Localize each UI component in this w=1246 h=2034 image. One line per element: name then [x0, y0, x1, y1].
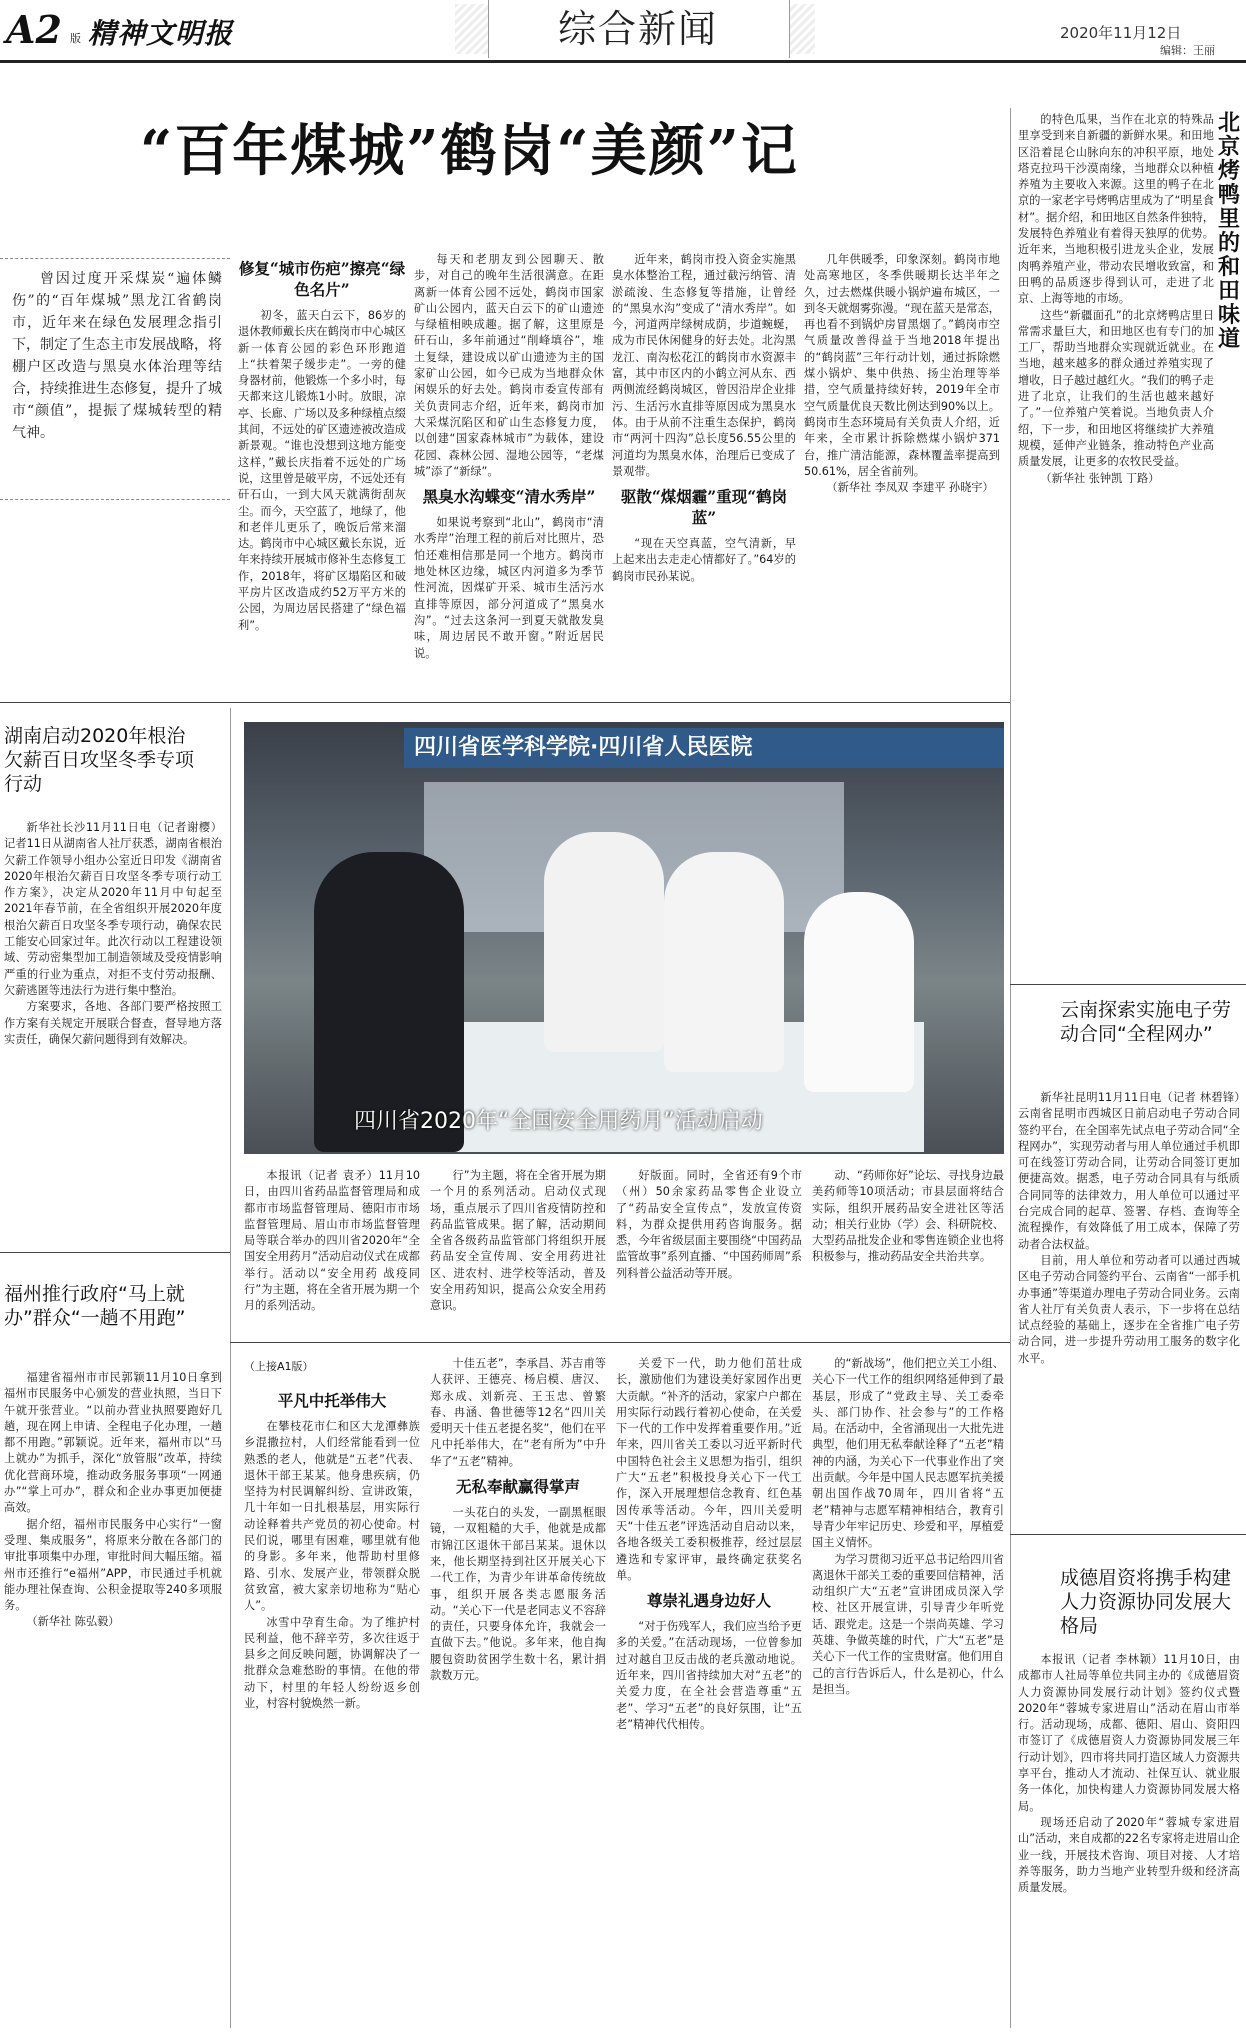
lead-col4-credit: （新华社 李凤双 李建平 孙晓宇） — [826, 481, 994, 495]
yunnan-para1: 新华社昆明11月11日电（记者 林碧锋）云南省昆明市西城区日前启动电子劳动合同签约平台，在全国率先试点电子劳动合同“全程网办”，实现劳动者与用人单位通过手机即可在线签订劳动合同，让劳动合同签订更加便捷高效。据悉，电子劳动合同具有与纸质合同同等的法律效力，用人单位可以通过平台完成合同的起草、签署、存档、查询等全流程操作，有效降低了用工成本，保障了劳动者合法权益。 — [1018, 1091, 1240, 1251]
bottom-subhead-2: 无私奉献赢得掌声 — [455, 1477, 580, 1497]
bottom-col1 — [244, 1384, 420, 2024]
bottom-col4 — [812, 1356, 1004, 2024]
right-divider — [1010, 108, 1011, 2028]
lead-col4 — [804, 252, 1000, 672]
side-right-rule — [1010, 984, 1246, 985]
photo-caption: 四川省2020年“全国安全用药月”活动启动 — [354, 1109, 763, 1134]
hunan-body — [4, 820, 222, 1240]
hunan-headline: 湖南启动2020年根治欠薪百日攻坚冬季专项行动 — [4, 725, 195, 795]
fuzhou-credit: （新华社 陈弘毅） — [26, 1615, 120, 1629]
drug-col3 — [616, 1168, 802, 1288]
yunnan-bottom-rule — [1010, 1534, 1246, 1535]
yunnan-headline: 云南探索实施电子劳动合同“全程网办” — [1060, 999, 1232, 1045]
side-vertical-title: 北京烤鸭里的和田味道 — [1218, 111, 1241, 352]
drug-bottom-rule — [230, 1342, 1010, 1343]
lead-bottom-rule — [0, 702, 1010, 703]
fuzhou-headline: 福州推行政府“马上就办”群众“一趟不用跑” — [4, 1283, 186, 1329]
page-header — [0, 0, 1246, 64]
hunan-para1: 新华社长沙11月11日电（记者谢樱）记者11日从湖南省人社厅获悉，湖南省根治欠薪工作领导小组办公室近日印发《湖南省2020年根治欠薪百日攻坚冬季专项行动工作方案》，决定从2020年11月中旬起至2021年春节前，在全省组织开展2020年度根治欠薪百日攻坚冬季专项行动，确保农民工能安心回家过年。此次行动以工程建设领域、劳动密集型加工制造领域及受疫情影响严重的行业为重点，对拒不支付劳动报酬、欠薪逃匿等违法行为进行集中整治。 — [4, 821, 222, 997]
lead-col2-text: 每天和老朋友到公园聊天、散步，对自己的晚年生活很满意。在距离新一体育公园不远处，鹤岗市国家矿山公园内，蓝天白云下的矿山遗迹与绿植相映成趣。据了解，这里原是矸石山，多年前通过“削峰填谷”，堆土复绿，建设成以矿山遗迹为主的国家矿山公园，如今已成为当地群众休闲娱乐的好去处。鹤岗市委宣传部有关负责同志介绍，近年来，鹤岗市加大采煤沉陷区和矿山生态修复力度，以创建“国家森林城市”为载体，建设花园、森林公园、湿地公园等，“老煤城”添了“新绿”。 — [414, 253, 604, 478]
photo-person-1 — [314, 852, 464, 1152]
issue-date: 2020年11月12日 — [1060, 24, 1182, 42]
page-number: A2 — [6, 7, 62, 52]
edition-label: 版 — [70, 32, 81, 45]
photo-person-3 — [664, 852, 784, 1072]
chengmei-para2: 现场还启动了2020年“蓉城专家进眉山”活动，来自成都的22名专家将走进眉山企业一线，开展技术咨询、项目对接、人才培养等服务，助力当地产业转型升级和经济高质量发展。 — [1018, 1815, 1240, 1895]
photo-banner: 四川省医学科学院·四川省人民医院 — [414, 735, 753, 760]
chengmei-headline: 成德眉资将携手构建人力资源协同发展大格局 — [1060, 1567, 1232, 1637]
lead-col3 — [612, 252, 796, 672]
lead-col3-text2: “现在天空真蓝，空气清新，早上起来出去走走心情都好了。”64岁的鹤岗市民孙某说。 — [612, 537, 796, 583]
header-rule — [0, 60, 1246, 63]
drug-col1 — [244, 1168, 420, 1313]
lead-col1 — [238, 252, 406, 672]
bottom-subhead-1: 平凡中托举伟大 — [277, 1391, 387, 1410]
photo-person-4 — [804, 892, 914, 1092]
bottom-col3-text: 关爱下一代，助力他们茁壮成长，激励他们为建设美好家园作出更大贡献。“补齐的活动，家家户户都在用实际行动践行着初心使命，在关爱下一代的工作中发挥着重要作用。”近年来，四川省关工委以习近平新时代中国特色社会主义思想为指引，组织广大“五老”积极投身关心下一代工作，深入开展理想信念教育、红色基因传承等活动。今年，四川关爱明天“十佳五老”评选活动自启动以来，各地各级关工委积极推荐，经过层层遴选和专家评审，最终确定获奖名单。 — [616, 1357, 802, 1582]
bottom-col2-text: 十佳五老”，李承昌、苏吉甫等人获评、王德亮、杨启模、唐汉、郑永成、刘新亮、王玉忠、曾繁春、冉涵、鲁世德等12名“四川关爱明天十佳五老提名奖”，他们在平凡中托举伟大，在“老有所为”中升华了“五老”精神。 — [430, 1357, 606, 1468]
section-title: 综合新闻 — [557, 7, 718, 51]
fuzhou-para1: 福建省福州市市民郭颖11月10日拿到福州市民服务中心颁发的营业执照，当日下午就开张营业。“以前办营业执照要跑好几趟，现在网上申请、全程电子化办理，一趟都不用跑。”郭颖说。近年来，福州市以“马上就办”为抓手，深化“放管服”改革，持续优化营商环境，推动政务服务事项“一网通办”“掌上可办”，群众和企业办事更加便捷高效。 — [4, 1371, 222, 1515]
bottom-col4-text: 的“新战场”，他们把立关工小组、关心下一代工作的组织网络延伸到了最基层，形成了“党政主导、关工委牵头、部门协作、社会参与”的工作格局。在活动中，全省涌现出一大批先进典型，他们用无私奉献诠释了“五老”精神的内涵，为关心下一代事业作出了突出贡献。今年是中国人民志愿军抗美援朝出国作战70周年，四川省将“五老”精神与志愿军精神相结合，教育引导青少年牢记历史、珍爱和平，厚植爱国主义情怀。 — [812, 1357, 1004, 1550]
bottom-col3 — [616, 1356, 802, 2024]
fuzhou-para2: 据介绍，福州市民服务中心实行“一窗受理、集成服务”，将原来分散在各部门的审批事项集中办理，审批时间大幅压缩。福州市还推行“e福州”APP，市民通过手机就能办理社保查询、公积金提取等240多项服务。 — [4, 1517, 222, 1613]
lead-headline: “百年煤城”鹤岗“美颜”记 — [140, 118, 799, 184]
lead-col1-text: 初冬，蓝天白云下，86岁的退休教师戴长庆在鹤岗市中心城区新一体育公园的彩色环形跑道上“扶着架子缓步走”。一旁的健身器材前，他锻炼一个多小时，每天都来这儿锻炼1小时。放眼，凉亭、长廊、广场以及多种绿植点缀其间，不远处的矿区遗迹被改造成新景观。“谁也没想到这地方能变这样，”戴长庆指着不远处的广场说，这里曾是破平房，不远处还有矸石山，一到大风天就满街刮灰尘。而今，天空蓝了，地绿了，他和老伴儿更乐了，晚饭后常来溜达。鹤岗市中心城区戴长东说，近年来持续开展城市修补生态修复工作，2018年，将矿区塌陷区和破平房片区改造成约52万平方米的公园，为周边居民搭建了“绿色福利”。 — [238, 309, 406, 632]
left-divider — [230, 708, 231, 2028]
paper-name: 精神文明报 — [88, 17, 234, 50]
bottom-col1-text2: 冰雪中孕育生命。为了维护村民利益，他不辞辛劳，多次往返于县乡之间反映问题，协调解决了一批群众急难愁盼的事情。在他的带动下，村里的年轻人纷纷返乡创业，村容村貌焕然一新。 — [244, 1615, 420, 1711]
lead-col3-text: 近年来，鹤岗市投入资金实施黑臭水体整治工程，通过截污纳管、清淤疏浚、生态修复等措施，让曾经的“黑臭水沟”变成了“清水秀岸”。如今，河道两岸绿树成荫，步道蜿蜒，成为市民休闲健身的好去处。北沟黑龙江、南沟松花江的鹤岗市水资源丰富，其中市区内的小鹤立河从东、西两侧流经鹤岗城区，曾因沿岸企业排污、生活污水直排等原因成为黑臭水体。由于从前不注重生态保护，鹤岗市“两河十四沟”总长度56.55公里的河道均为黑臭水体，治理后已变成了景观带。 — [612, 253, 796, 478]
yunnan-body — [1018, 1090, 1240, 1530]
lead-col2 — [414, 252, 604, 672]
news-photo — [244, 722, 1004, 1154]
editor-line: 编辑：王丽 — [1160, 44, 1215, 57]
chengmei-para1: 本报讯（记者 李林颖）11月10日，由成都市人社局等单位共同主办的《成德眉资人力资源协同发展行动计划》签约仪式暨2020年“蓉城专家进眉山”活动在眉山市举行。活动现场，成都、德阳、眉山、资阳四市签订了《成德眉资人力资源协同发展三年行动计划》，四市将共同打造区域人力资源共享平台，推动人才流动、社保互认、就业服务一体化，加快构建人力资源协同发展大格局。 — [1018, 1653, 1240, 1813]
bottom-col4-text2: 为学习贯彻习近平总书记给四川省离退休干部关工委的重要回信精神，活动组织广大“五老”宣讲团成员深入学校、社区开展宣讲，引导青少年听党话、跟党走。这是一个崇尚英雄、学习英雄、争做英雄的时代，广大“五老”是关心下一代工作的宝贵财富。他们用自己的言行告诉后人，什么是初心，什么是担当。 — [812, 1552, 1004, 1696]
fuzhou-body — [4, 1370, 222, 2020]
lead-subhead-2: 黑臭水沟蝶变“清水秀岸” — [422, 487, 596, 507]
bottom-col3-text2: “对于伤残军人，我们应当给予更多的关爱。”在活动现场，一位曾参加过对越自卫反击战的老兵激动地说。近年来，四川省持续加大对“五老”的关爱力度，在全社会营造尊重“五老”、学习“五老”的良好氛围，让“五老”精神代代相传。 — [616, 1620, 802, 1731]
side-right-para1: 的特色瓜果，当作在北京的特殊品里享受到来自新疆的新鲜水果。和田地区沿着昆仑山脉向东的冲积平原，地处塔克拉玛干沙漠南缘，当地群众以种植养殖为主要收入来源。这里的鸭子在北京的一家老字号烤鸭店里成为了“明星食材”。据介绍，和田地区自然条件独特，发展特色养殖业有着得天独厚的优势。近年来，当地积极引进龙头企业，发展肉鸭养殖产业，带动农民增收致富，和田鸭的品质逐步得到认可，走进了北京、上海等地的市场。 — [1018, 113, 1214, 306]
hunan-bottom-rule — [0, 1252, 230, 1253]
drug-col4 — [812, 1168, 1004, 1288]
bottom-col1-text: 在攀枝花市仁和区大龙潭彝族乡混撒拉村，人们经常能看到一位熟悉的老人，他就是“五老”代表、退休干部王某某。他身患疾病，仍坚持为村民调解纠纷、宣讲政策，几十年如一日扎根基层，用实际行动诠释着共产党员的初心使命。村民们说，哪里有困难，哪里就有他的身影。多年来，他帮助村里修路、引水、发展产业，带领群众脱贫致富，被大家亲切地称为“贴心人”。 — [244, 1420, 420, 1613]
bottom-col2 — [430, 1356, 606, 2024]
bottom-col2-text2: 一头花白的头发，一副黑框眼镜，一双粗糙的大手，他就是成都市锦江区退休干部吕某某。退休以来，他长期坚持到社区开展关心下一代工作，为青少年讲革命传统故事，组织开展各类志愿服务活动。“关心下一代是老同志义不容辞的责任，只要身体允许，我就会一直做下去。”他说。多年来，他自掏腰包资助贫困学生数十名，累计捐款数万元。 — [430, 1506, 606, 1683]
yunnan-para2: 目前，用人单位和劳动者可以通过西城区电子劳动合同签约平台、云南省“一部手机办事通”等渠道办理电子劳动合同业务。云南省人社厅有关负责人表示，下一步将在总结试点经验的基础上，逐步在全省推广电子劳动合同，进一步提升劳动用工服务的数字化水平。 — [1018, 1253, 1240, 1365]
lead-summary: 曾因过度开采煤炭“遍体鳞伤”的“百年煤城”黑龙江省鹤岗市，近年来在绿色发展理念指引下，制定了生态主市发展战略，将棚户区改造与黑臭水体治理等结合，持续推进生态修复，提升了城市“颜值”，提振了煤城转型的精气神。 — [12, 271, 222, 441]
drug-col3-text: 好版面。同时，全省还有9个市（州）50余家药品零售企业设立了“药品安全宣传点”，发放宣传资料，为群众提供用药咨询服务。据悉，今年省级层面主要围绕“中国药品监管故事”系列直播、“中国药师周”系列科普公益活动等开展。 — [616, 1169, 802, 1280]
lead-subhead-3: 驱散“煤烟霾”重现“鹤岗蓝” — [620, 487, 788, 528]
continued-source: （上接A1版） — [244, 1360, 314, 1373]
lead-subhead-1: 修复“城市伤疤”擦亮“绿色名片” — [238, 259, 406, 299]
drug-col1-text: 本报讯（记者 袁矛）11月10日，由四川省药品监督管理局和成都市市场监督管理局、德阳市市场监督管理局、眉山市市场监督管理局等联合举办的四川省2020年“全国安全用药月”活动启动仪式在成都举行。活动以“安全用药 战疫同行”为主题，将在全省开展为期一个月的系列活动。 — [244, 1169, 420, 1313]
bottom-subhead-3: 尊崇礼遇身边好人 — [646, 1591, 771, 1611]
drug-col2-text: 行”为主题，将在全省开展为期一个月的系列活动。启动仪式现场，重点展示了四川省疫情防控和药品监管成果。据了解，活动期间全省各级药品监管部门将组织开展药品安全宣传周、安全用药进社区、进农村、进学校等活动，普及安全用药知识，提高公众安全用药意识。 — [430, 1169, 606, 1313]
lead-col4-text: 几年供暖季，印象深刻。鹤岗市地处高寒地区，冬季供暖期长达半年之久，过去燃煤供暖小锅炉遍布城区，一到冬天就烟雾弥漫。“现在蓝天是常态，再也看不到锅炉房冒黑烟了。”鹤岗市空气质量改善得益于当地2018年提出的“鹤岗蓝”三年行动计划，通过拆除燃煤小锅炉、集中供热、扬尘治理等举措，空气质量持续好转，2019年全市空气质量优良天数比例达到90%以上。鹤岗市生态环境局有关负责人介绍，近年来，全市累计拆除燃煤小锅炉371台，推广清洁能源，森林覆盖率提高到50.61%，居全省前列。 — [804, 253, 1000, 478]
drug-col2 — [430, 1168, 606, 1313]
side-right-credit: （新华社 张钟凯 丁路） — [1040, 471, 1160, 485]
hunan-para2: 方案要求，各地、各部门要严格按照工作方案有关规定开展联合督查，督导地方落实责任，确保欠薪问题得到有效解决。 — [4, 1000, 222, 1046]
photo-person-2 — [544, 832, 664, 1052]
drug-col4-text: 动、“药师你好”论坛、寻找身边最美药师等10项活动；市县层面将结合实际，组织开展药品安全进社区等活动；相关行业协（学）会、科研院校、大型药品批发企业和零售连锁企业也将积极参与，推动药品安全共治共享。 — [812, 1169, 1004, 1264]
side-right-para2: 这些“新疆面孔”的北京烤鸭店里日常需求量巨大，和田地区也有专门的加工厂，帮助当地群众实现就近就业。在当地，越来越多的群众通过养殖实现了增收，日子越过越红火。“我们的鸭子走进了北京，让我们的生活也越来越好了。”一位养殖户笑着说。当地负责人介绍，下一步，和田地区将继续扩大养殖规模，延伸产业链条，推动特色产业高质量发展，让更多的农牧民受益。 — [1018, 308, 1214, 469]
chengmei-body — [1018, 1652, 1240, 2024]
side-right-text — [1018, 112, 1214, 982]
lead-col2-text2: 如果说考察到“北山”，鹤岗市“清水秀岸”治理工程的前后对比照片，恐怕还难相信那是同一个地方。鹤岗市地处林区边缘，城区内河道多为季节性河流，因煤矿开采、城市生活污水直排等原因，部分河道成了“黑臭水沟”。“过去这条河一到夏天就散发臭味，周边居民不敢开窗。”附近居民说。 — [414, 516, 604, 660]
